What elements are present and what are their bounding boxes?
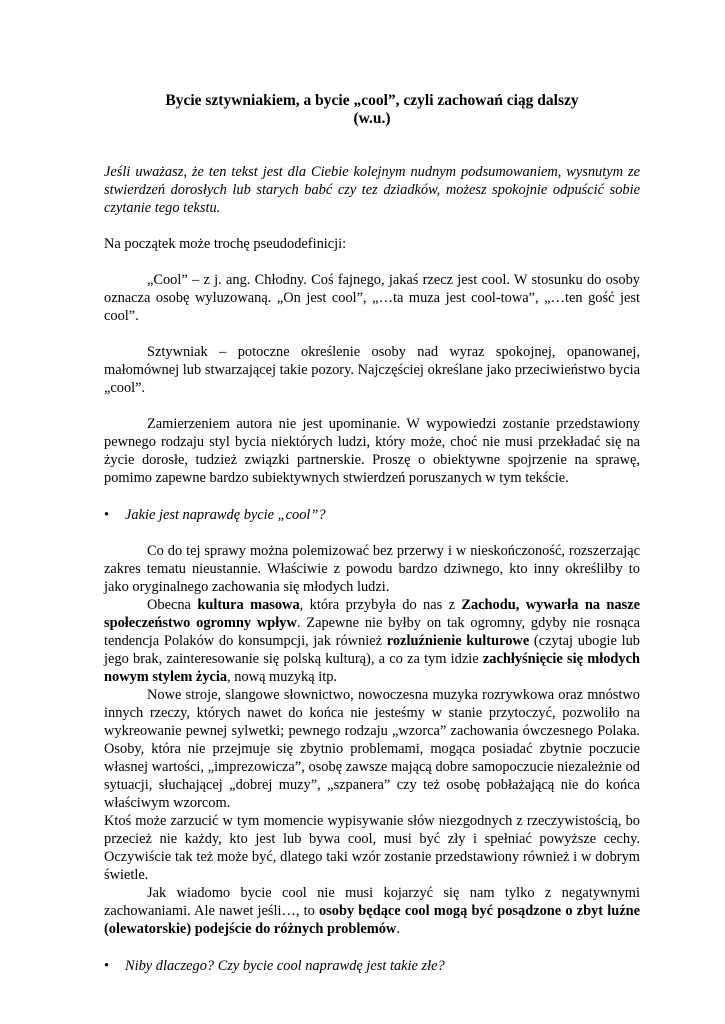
definition-cool: „Cool” – z j. ang. Chłodny. Coś fajnego, jakaś rzecz jest cool. W stosunku do osoby oznacza osobę wyluzowaną. „On jest cool”, „…ta muza jest cool-towa”, „…ten gość jest cool”. xyxy=(104,272,640,324)
body-paragraph-2 xyxy=(104,596,640,686)
body-paragraph-4: Ktoś może zarzucić w tym momencie wypisywanie słów niezgodnych z rzeczywistością, bo przecież nie każdy, kto jest lub bywa cool, musi być zły i spełniać powyższe cechy. Oczywiście tak też może być, dlatego taki wzór zostanie przedstawiony również i w dobrym świetle. xyxy=(104,813,640,883)
bullet-icon: • xyxy=(104,507,110,523)
author-intent-paragraph: Zamierzeniem autora nie jest upominanie. W wypowiedzi zostanie przedstawiony pewnego rodzaju styl bycia niektórych ludzi, który może, choć nie musi przekładać się na życie dorosłe, tudzież związki partnerskie. Proszę o obiektywne spojrzenie na sprawę, pomimo zapewne bardzo subiektywnych stwierdzeń poruszanych w tym tekście. xyxy=(104,416,640,486)
body-paragraph-1: Co do tej sprawy można polemizować bez przerwy i w nieskończoność, rozszerzając zakres tematu nieustannie. Właściwie z powodu bardzo dziwnego, kto inny określiłby to jako oryginalnego zachowania się młodych ludzi. xyxy=(104,543,640,595)
para2-text-4: (czytaj ubogie lub jego brak, zainteresowanie się polską kulturą), a co za tym idzie xyxy=(104,633,640,667)
bullet-1-text: Jakie jest naprawdę bycie „cool”? xyxy=(125,507,326,523)
title-line-1: Bycie sztywniakiem, a bycie „cool”, czyli zachowań ciąg dalszy xyxy=(165,92,579,109)
title-line-2: (w.u.) xyxy=(353,110,391,127)
para2-text-5: , nową muzyką itp. xyxy=(227,669,337,685)
para2-text-3: . Zapewne nie byłby on tak ogromny, gdyby nie rosnąca tendencja Polaków do konsumpcji, jak również xyxy=(104,615,641,649)
document-page xyxy=(104,92,640,975)
para2-bold-3: rozluźnienie kulturowe xyxy=(386,633,530,649)
body-paragraph-5 xyxy=(104,884,640,938)
para2-bold-4: zachłyśnięcie się młodych nowym stylem życia xyxy=(104,651,641,685)
document-title xyxy=(104,92,640,128)
bullet-2-text: Niby dlaczego? Czy bycie cool naprawdę jest takie złe? xyxy=(125,958,445,974)
para2-bold-2: Zachodu, wywarła na nasze społeczeństwo ogromny wpływ xyxy=(104,597,641,631)
para2-bold-1: kultura masowa xyxy=(197,597,300,613)
intro-paragraph: Jeśli uważasz, że ten tekst jest dla Ciebie kolejnym nudnym podsumowaniem, wysnutym ze stwierdzeń dorosłych lub starych babć czy tez dziadków, możesz spokojnie odpuścić sobie czytanie tego tekstu. xyxy=(104,164,640,216)
definition-sztywniak: Sztywniak – potoczne określenie osoby nad wyraz spokojnej, opanowanej, małomównej lub stwarzającej takie pozory. Najczęściej określane jako przeciwieństwo bycia „cool”. xyxy=(104,344,640,396)
section-heading-bullet-2 xyxy=(104,957,640,975)
lead-paragraph: Na początek może trochę pseudodefinicji: xyxy=(104,236,347,252)
para5-text-2: . xyxy=(396,921,400,937)
para5-bold-1: osoby będące cool mogą być posądzone o zbyt luźne (olewatorskie) podejście do różnych problemów xyxy=(104,903,640,937)
para5-text-1: Jak wiadomo bycie cool nie musi kojarzyć się nam tylko z negatywnymi zachowaniami. Ale nawet jeśli…, to xyxy=(104,885,640,919)
bullet-icon: • xyxy=(104,958,110,974)
para2-text-1: Obecna xyxy=(147,597,198,613)
section-heading-bullet-1 xyxy=(104,506,640,524)
body-paragraph-3: Nowe stroje, slangowe słownictwo, nowoczesna muzyka rozrywkowa oraz mnóstwo innych rzeczy, których nawet do końca nie jesteśmy w stanie przytoczyć, pozwoliło na wykreowanie pewnej sylwetki; pewnego rodzaju „wzorca” zachowania ówczesnego Polaka. Osoby, która nie przejmuje się zbytnio problemami, mogąca posiadać zbytnie poczucie własnej wartości, „imprezowicza”, osobę zawsze mającą dobre samopoczucie niezależnie od sytuacji, słuchającej „dobrej muzy”, „szpanera” czy też osobę pobłażającą nie do końca właściwym wzorcom. xyxy=(104,687,640,811)
para2-text-2: , która przybyła do nas z xyxy=(299,597,462,613)
